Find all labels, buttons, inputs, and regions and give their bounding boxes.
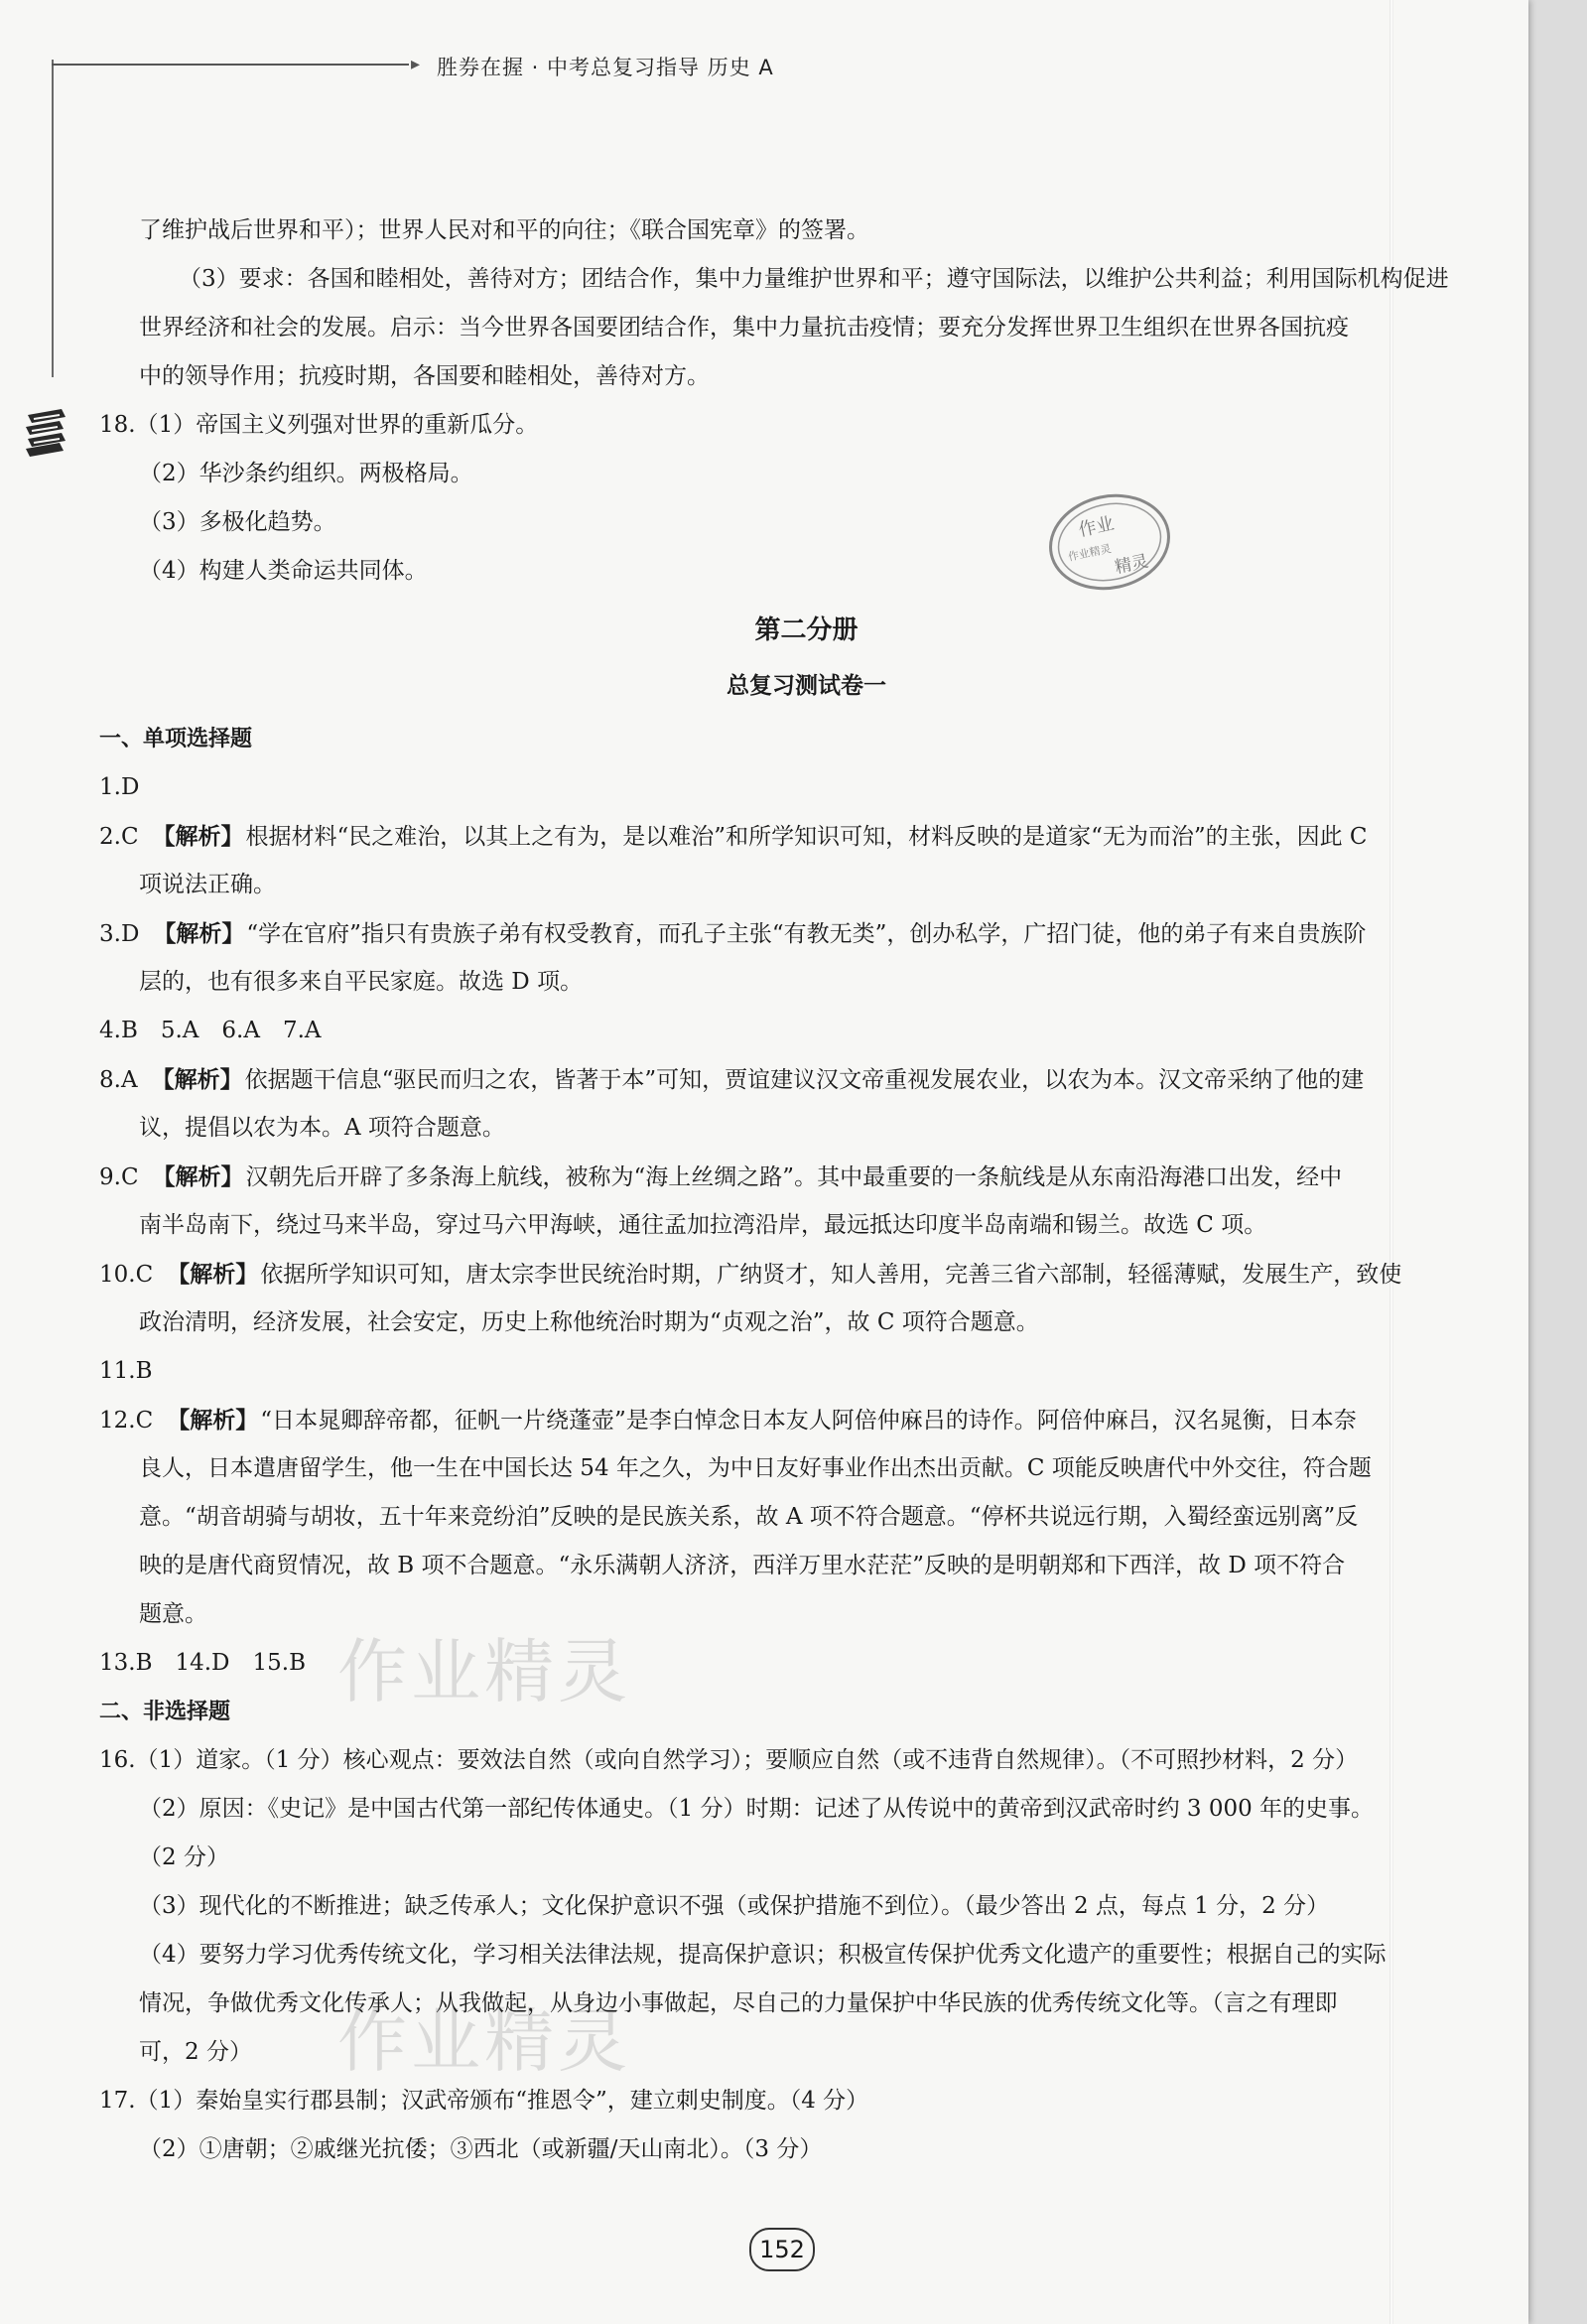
answer-line: 项说法正确。 bbox=[139, 872, 276, 897]
stamp-text-top: 作业 bbox=[1076, 512, 1117, 541]
question-number: 8.A bbox=[99, 1067, 138, 1093]
running-header bbox=[52, 50, 846, 81]
section-heading: 一、单项选择题 bbox=[99, 727, 253, 752]
answer-line: 情况，争做优秀文化传承人；从我做起，从身边小事做起，尽自己的力量保护中华民族的优秀传统文化等。（言之有理即 bbox=[139, 1990, 1338, 2016]
answer-line: 议，提倡以农为本。A 项符合题意。 bbox=[139, 1115, 505, 1141]
watermark: 作业精灵 bbox=[337, 1631, 631, 1712]
analysis-text: 汉朝先后开辟了多条海上航线，被称为“海上丝绸之路”。其中最重要的一条航线是从东南沿海港口出发，经中 bbox=[245, 1164, 1343, 1190]
analysis-tag: 【解析】 bbox=[152, 823, 244, 850]
text-line: （3）多极化趋势。 bbox=[139, 509, 336, 535]
answer-line: 层的，也有很多来自平民家庭。故选 D 项。 bbox=[139, 969, 584, 995]
answer-line: 可，2 分） bbox=[139, 2039, 252, 2065]
analysis-text: 依据题干信息“驱民而归之农，皆著于本”可知，贾谊建议汉文帝重视发展农业，以农为本。汉文帝采纳了他的建 bbox=[244, 1067, 1365, 1093]
answer-line: 题意。 bbox=[139, 1601, 207, 1627]
question-number: 12.C bbox=[99, 1408, 154, 1434]
answer-line: 映的是唐代商贸情况，故 B 项不合题意。“永乐满朝人济济，西洋万里水茫茫”反映的是明朝郑和下西洋，故 D 项不符合 bbox=[139, 1553, 1346, 1578]
text-line: 中的领导作用；抗疫时期，各国要和睦相处，善待对方。 bbox=[139, 363, 710, 389]
analysis-tag: 【解析】 bbox=[167, 1407, 259, 1434]
analysis-text: 依据所学知识可知，唐太宗李世民统治时期，广纳贤才，知人善用，完善三省六部制，轻徭薄赋，发展生产，致使 bbox=[260, 1262, 1402, 1288]
answer-line: （2）原因：《史记》是中国古代第一部纪传体通史。（1 分）时期：记述了从传说中的黄帝到汉武帝时约 3 000 年的史事。 bbox=[139, 1796, 1375, 1822]
analysis-text: 根据材料“民之难治，以其上之有为，是以难治”和所学知识可知，材料反映的是道家“无为而治”的主张，因此 C bbox=[245, 824, 1368, 850]
answer-line: 11.B bbox=[99, 1358, 153, 1384]
answer-line: 13.B 14.D 15.B bbox=[99, 1650, 306, 1676]
answer-line: 意。“胡音胡骑与胡妆，五十年来竞纷泊”反映的是民族关系，故 A 项不符合题意。“停杯共说远行期，入蜀经蛮远别离”反 bbox=[139, 1504, 1359, 1530]
header-arrow-icon: ▸ bbox=[411, 54, 421, 74]
answer-line: 良人，日本遣唐留学生，他一生在中国长达 54 年之久，为中日友好事业作出杰出贡献。C 项能反映唐代中外交往，符合题 bbox=[139, 1455, 1372, 1481]
section-heading: 二、非选择题 bbox=[99, 1700, 231, 1724]
answer-line bbox=[99, 1153, 1474, 1201]
books-icon bbox=[22, 405, 69, 459]
analysis-text: “学在官府”指只有贵族子弟有权受教育，而孔子主张“有教无类”，创办私学，广招门徒，他的弟子有来自贵族阶 bbox=[246, 921, 1367, 947]
answer-line bbox=[99, 1250, 1474, 1299]
answer-line: （2）①唐朝；②戚继光抗倭；③西北（或新疆/天山南北）。（3 分） bbox=[139, 2136, 823, 2162]
header-title: 胜券在握 · 中考总复习指导 历史 A bbox=[437, 56, 774, 79]
answer-line bbox=[99, 1396, 1474, 1444]
margin-rule bbox=[52, 60, 54, 377]
answer-line: 17.（1）秦始皇实行郡县制；汉武帝颁布“推恩令”，建立刺史制度。（4 分） bbox=[99, 2088, 869, 2114]
test-title: 总复习测试卷一 bbox=[727, 673, 886, 699]
answer-line: 南半岛南下，绕过马来半岛，穿过马六甲海峡，通往孟加拉湾沿岸，最远抵达印度半岛南端和锡兰。故选 C 项。 bbox=[139, 1212, 1267, 1238]
stamp-text-mid: 作业精灵 bbox=[1066, 542, 1113, 564]
section-title: 第二分册 bbox=[754, 615, 859, 645]
question-number: 3.D bbox=[99, 921, 140, 947]
analysis-tag: 【解析】 bbox=[167, 1261, 259, 1288]
text-line: 了维护战后世界和平）；世界人民对和平的向往；《联合国宪章》的签署。 bbox=[139, 217, 869, 243]
answer-line: 4.B 5.A 6.A 7.A bbox=[99, 1018, 322, 1043]
answer-line: （3）现代化的不断推进；缺乏传承人；文化保护意识不强（或保护措施不到位）。（最少答出 2 点，每点 1 分，2 分） bbox=[139, 1893, 1330, 1919]
page-number: 152 bbox=[749, 2228, 815, 2271]
answer-line: 16.（1）道家。（1 分）核心观点：要效法自然（或向自然学习）；要顺应自然（或不违背自然规律）。（不可照抄材料，2 分） bbox=[99, 1747, 1359, 1773]
question-number: 10.C bbox=[99, 1262, 154, 1288]
text-line: 18.（1）帝国主义列强对世界的重新瓜分。 bbox=[99, 412, 539, 438]
answer-line: 1.D bbox=[99, 774, 140, 800]
answer-line bbox=[99, 1055, 1474, 1104]
answer-line bbox=[99, 909, 1474, 958]
analysis-tag: 【解析】 bbox=[152, 1163, 244, 1190]
question-number: 9.C bbox=[99, 1164, 139, 1190]
analysis-tag: 【解析】 bbox=[153, 920, 245, 947]
answer-line: （4）要努力学习优秀传统文化，学习相关法律法规，提高保护意识；积极宣传保护优秀文化遗产的重要性；根据自己的实际 bbox=[139, 1942, 1387, 1968]
header-rule bbox=[52, 64, 409, 66]
answer-content bbox=[99, 206, 1474, 2174]
text-line: （2）华沙条约组织。两极格局。 bbox=[139, 461, 473, 486]
text-line: （4）构建人类命运共同体。 bbox=[139, 558, 428, 584]
analysis-text: “日本晁卿辞帝都，征帆一片绕蓬壶”是李白悼念日本友人阿倍仲麻吕的诗作。阿倍仲麻吕，汉名晁衡，日本奈 bbox=[260, 1408, 1357, 1434]
text-line: （3）要求：各国和睦相处，善待对方；团结合作，集中力量维护世界和平；遵守国际法，以维护公共利益；利用国际机构促进 bbox=[179, 266, 1449, 292]
watermark: 作业精灵 bbox=[337, 2000, 631, 2082]
answer-line bbox=[99, 812, 1474, 861]
question-number: 2.C bbox=[99, 824, 139, 850]
answer-line: 政治清明，经济发展，社会安定，历史上称他统治时期为“贞观之治”，故 C 项符合题意。 bbox=[139, 1309, 1039, 1335]
analysis-tag: 【解析】 bbox=[151, 1066, 243, 1093]
stamp-text-bottom: 精灵 bbox=[1113, 551, 1150, 579]
text-line: 世界经济和社会的发展。启示：当今世界各国要团结合作，集中力量抗击疫情；要充分发挥世界卫生组织在世界各国抗疫 bbox=[139, 315, 1349, 341]
answer-line: （2 分） bbox=[139, 1845, 229, 1870]
